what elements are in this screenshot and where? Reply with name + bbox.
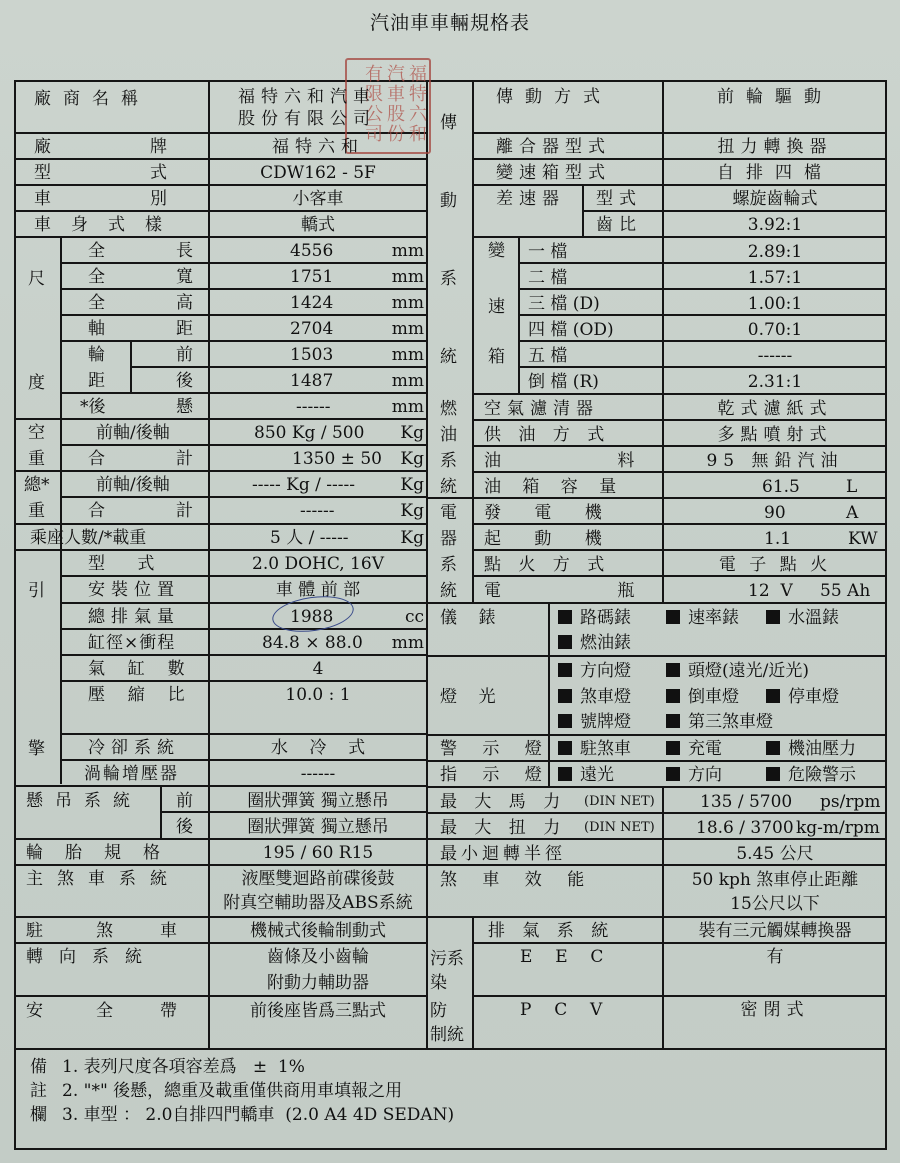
- label-wheelbase-a: 軸: [88, 319, 105, 339]
- label-compression: 壓 縮 比: [88, 685, 189, 705]
- group-electric-3: 系: [440, 555, 457, 575]
- divider: [582, 184, 584, 236]
- unit-max-torque: kg-m/rpm: [796, 818, 880, 838]
- value-manufacturer-line1: 福特六和汽車: [238, 87, 376, 107]
- group-dimensions-bottom: 度: [28, 373, 45, 393]
- group-dimensions-top: 尺: [28, 269, 45, 289]
- divider: [518, 236, 520, 393]
- label-main-brake: 主煞車系統: [26, 869, 181, 889]
- remark-line-2: 2. "*" 後懸，總重及載重僅供商用車填報之用: [62, 1081, 403, 1101]
- light-third-brake: 第三煞車燈: [666, 711, 773, 733]
- divider: [60, 654, 426, 656]
- remarks-label-2: 註: [30, 1081, 47, 1101]
- page-title: 汽油車車輛規格表: [369, 12, 530, 34]
- group-gearbox-2: 速: [488, 297, 505, 317]
- value-braking-line1: 50 kph 煞車停止距離: [691, 870, 859, 890]
- divider: [472, 132, 887, 134]
- light-reverse: 倒車燈: [666, 686, 739, 708]
- group-electric-2: 器: [440, 529, 457, 549]
- group-curb-weight-bottom: 重: [28, 449, 45, 469]
- value-bore-stroke: 84.8 × 88.0: [262, 633, 363, 653]
- divider: [426, 602, 887, 604]
- divider: [14, 184, 426, 186]
- label-tread-bottom: 距: [88, 371, 105, 391]
- label-fuel-type: 油 料: [484, 451, 647, 471]
- light-turn-signal: 方向燈: [558, 660, 631, 682]
- divider: [14, 158, 426, 160]
- value-body-style: 轎式: [301, 215, 335, 235]
- value-curb-total: 1350 ± 50: [292, 449, 382, 469]
- label-diff-type: 型式: [596, 189, 642, 209]
- unit-displacement: cc: [404, 607, 424, 627]
- divider: [426, 760, 887, 762]
- value-alternator: 90: [764, 503, 786, 523]
- label-battery: 電 瓶: [484, 581, 647, 601]
- divider: [14, 785, 426, 787]
- value-wheelbase: 2704: [290, 319, 334, 339]
- label-curb-axle: 前軸/後軸: [96, 423, 170, 443]
- instrument-fuel-gauge: 燃油錶: [558, 632, 631, 654]
- value-compression: 10.0 : 1: [285, 685, 351, 705]
- label-tread-top: 輪: [88, 345, 105, 365]
- label-seat-belt-a: 安: [26, 1001, 43, 1021]
- label-displacement: 總排氣量: [88, 607, 180, 627]
- unit-tread-front: mm: [391, 345, 424, 365]
- value-curb-axle: 850 Kg / 500: [254, 423, 365, 443]
- divider: [14, 942, 426, 944]
- divider: [472, 158, 887, 160]
- group-fuel-4: 統: [440, 477, 457, 497]
- instrument-temperature: 水溫錶: [766, 607, 839, 629]
- label-wheelbase-b: 距: [176, 319, 193, 339]
- unit-curb-total: Kg: [400, 449, 424, 469]
- label-turbo: 渦輪增壓器: [84, 764, 179, 784]
- divider: [14, 916, 887, 918]
- label-tank-capacity: 油 箱 容 量: [484, 477, 625, 497]
- divider: [60, 680, 426, 682]
- unit-seating: Kg: [400, 528, 424, 548]
- group-engine-bottom: 擎: [28, 739, 45, 759]
- divider: [14, 864, 426, 866]
- group-drivetrain-2: 動: [440, 191, 457, 211]
- value-fuel-supply: 多點噴射式: [717, 425, 833, 445]
- light-license-plate: 號牌燈: [558, 711, 631, 733]
- value-gross-total: ------: [300, 501, 335, 521]
- value-main-brake-line2: 附真空輔助器及ABS系統: [223, 893, 413, 913]
- label-cylinders: 氣 缸 數: [88, 659, 189, 679]
- label-suspension-front: 前: [176, 791, 193, 811]
- value-tread-front: 1503: [290, 345, 334, 365]
- value-gear-3: 1.00:1: [747, 294, 803, 314]
- value-gear-4: 0.70:1: [747, 320, 803, 340]
- value-gear-1: 2.89:1: [747, 242, 803, 262]
- value-eec: 有: [766, 947, 784, 967]
- label-tread-front: 前: [176, 345, 193, 365]
- label-clutch: 離合器型式: [496, 137, 611, 157]
- value-brand: 福特六和: [272, 137, 364, 157]
- label-gear-3: 三 檔 (D): [528, 294, 600, 314]
- remarks-label-1: 備: [30, 1057, 47, 1077]
- unit-height: mm: [391, 293, 424, 313]
- value-max-power: 135 / 5700: [700, 792, 793, 812]
- label-exhaust: 排 氣 系 統: [488, 921, 615, 941]
- divider: [582, 210, 887, 212]
- label-lights: 燈 光: [440, 687, 496, 707]
- label-length-a: 全: [88, 241, 105, 261]
- divider: [14, 418, 426, 420]
- label-brand-b: 牌: [150, 137, 167, 157]
- divider: [662, 80, 664, 603]
- value-gear-2: 1.57:1: [747, 268, 803, 288]
- label-engine-location: 安裝位置: [88, 580, 180, 600]
- group-gross-weight-top: 總*: [24, 475, 50, 495]
- divider: [426, 655, 887, 657]
- value-engine-location: 車 體 前 部: [275, 580, 361, 600]
- unit-curb-axle: Kg: [400, 423, 424, 443]
- label-manufacturer: 廠商名稱: [34, 89, 150, 109]
- divider: [14, 838, 426, 840]
- divider: [472, 942, 887, 944]
- remark-line-3: 3. 車型 ： 2.0自排四門轎車 (2.0 A4 4D SEDAN): [62, 1105, 455, 1125]
- light-brake: 煞車燈: [558, 686, 631, 708]
- value-turning-radius: 5.45 公尺: [736, 844, 814, 864]
- label-gear-5: 五 檔: [528, 346, 568, 366]
- label-tires: 輪胎規格: [26, 843, 182, 863]
- label-suspension: 懸吊系統: [26, 791, 142, 811]
- group-drivetrain-4: 統: [440, 347, 457, 367]
- value-manufacturer-line2: 股份有限公司: [238, 109, 376, 129]
- label-parking-brake-c: 車: [160, 921, 177, 941]
- value-length: 4556: [290, 241, 334, 261]
- value-suspension-rear: 圈狀彈簧 獨立懸吊: [247, 817, 389, 837]
- label-diff-ratio: 齒比: [596, 215, 642, 235]
- label-drive-type: 傳動方式: [496, 87, 612, 107]
- label-height-b: 高: [176, 293, 193, 313]
- divider: [60, 392, 426, 394]
- label-fuel-supply: 供 油 方 式: [484, 425, 611, 445]
- table-border-top: [14, 80, 887, 82]
- value-model: CDW162 - 5F: [260, 163, 376, 183]
- unit-battery: 55 Ah: [820, 581, 871, 601]
- group-emission-line4: 制統: [430, 1025, 464, 1045]
- divider: [60, 262, 426, 264]
- divider: [14, 549, 426, 551]
- value-tank-capacity: 61.5: [762, 477, 800, 497]
- group-emission-line2: 染: [430, 973, 447, 993]
- indicator-hazard: 危險警示: [766, 764, 856, 786]
- label-width-a: 全: [88, 267, 105, 287]
- value-seat-belt: 前後座皆爲三點式: [250, 1001, 386, 1021]
- label-indicator-lights: 指 示 燈: [440, 765, 552, 785]
- label-engine-type: 型 式: [88, 554, 155, 574]
- label-curb-total-b: 計: [176, 449, 193, 469]
- value-height: 1424: [290, 293, 334, 313]
- label-ignition: 點 火 方 式: [484, 555, 611, 575]
- label-tread-rear: 後: [176, 371, 193, 391]
- divider: [14, 470, 426, 472]
- value-ignition: 電 子 點 火: [718, 555, 832, 575]
- unit-starter: KW: [848, 529, 878, 549]
- indicator-turn: 方向: [666, 764, 722, 786]
- group-fuel-3: 系: [440, 451, 457, 471]
- label-gearbox: 變速箱型式: [496, 163, 611, 183]
- value-engine-type: 2.0 DOHC, 16V: [252, 554, 384, 574]
- unit-tank-capacity: L: [846, 477, 858, 497]
- value-parking-brake: 機械式後輪制動式: [250, 921, 386, 941]
- value-clutch: 扭力轉換器: [717, 137, 833, 157]
- divider: [14, 995, 426, 997]
- unit-rear-overhang: mm: [391, 397, 424, 417]
- label-model-b: 式: [150, 163, 167, 183]
- divider: [472, 80, 474, 603]
- label-bore-stroke: 缸徑×衝程: [88, 633, 176, 653]
- value-battery: 12 V: [748, 581, 793, 601]
- label-curb-total-a: 合: [88, 449, 105, 469]
- label-width-b: 寬: [176, 267, 193, 287]
- label-differential: 差速器: [496, 189, 565, 209]
- group-fuel-1: 燃: [440, 399, 457, 419]
- label-cooling: 冷卻系統: [88, 738, 180, 758]
- divider: [14, 236, 426, 238]
- label-air-filter: 空氣濾清器: [484, 399, 599, 419]
- label-max-torque: 最 大 扭 力: [440, 818, 567, 838]
- value-rear-overhang: ------: [296, 397, 331, 417]
- group-drivetrain-3: 系: [440, 269, 457, 289]
- label-steering: 轉向系統: [26, 947, 158, 967]
- label-instruments: 儀 錶: [440, 608, 496, 628]
- indicator-high-beam: 遠光: [558, 764, 614, 786]
- group-fuel-2: 油: [440, 425, 457, 445]
- label-rear-overhang-b: 懸: [176, 397, 193, 417]
- value-drive-type: 前輪驅動: [717, 87, 833, 107]
- label-warning-lights: 警 示 燈: [440, 739, 552, 759]
- group-drivetrain-1: 傳: [440, 113, 457, 133]
- label-alternator: 發 電 機: [484, 503, 616, 523]
- unit-wheelbase: mm: [391, 319, 424, 339]
- group-gearbox-3: 箱: [488, 347, 505, 367]
- label-model-a: 型: [34, 163, 51, 183]
- label-suspension-rear: 後: [176, 817, 193, 837]
- value-tread-rear: 1487: [290, 371, 334, 391]
- label-brand-a: 廠: [34, 137, 51, 157]
- label-seat-belt-c: 帶: [160, 1001, 177, 1021]
- note-max-torque: (DIN NET): [584, 820, 655, 835]
- group-curb-weight-top: 空: [28, 423, 45, 443]
- table-border-left: [14, 80, 16, 1150]
- label-height-a: 全: [88, 293, 105, 313]
- unit-width: mm: [391, 267, 424, 287]
- label-category-b: 別: [150, 189, 167, 209]
- label-rear-overhang-a: *後: [80, 397, 106, 417]
- table-border-bottom: [14, 1148, 887, 1150]
- label-braking: 煞 車 效 能: [440, 870, 595, 890]
- value-gross-axle: ----- Kg / -----: [252, 475, 355, 495]
- label-gear-4: 四 檔 (OD): [528, 320, 614, 340]
- label-gear-reverse: 倒 檔 (R): [528, 372, 599, 392]
- value-gear-reverse: 2.31:1: [747, 372, 803, 392]
- value-width: 1751: [290, 267, 334, 287]
- divider: [60, 733, 426, 735]
- warning-charging: 充電: [666, 738, 722, 760]
- value-seating: 5 人 / -----: [270, 528, 349, 548]
- value-steering-line1: 齒條及小齒輪: [267, 947, 369, 967]
- divider: [472, 995, 887, 997]
- group-gross-weight-bottom: 重: [28, 501, 45, 521]
- divider: [60, 444, 426, 446]
- label-parking-brake-b: 煞: [96, 921, 113, 941]
- value-main-brake-line1: 液壓雙迴路前碟後鼓: [241, 869, 395, 889]
- value-max-torque: 18.6 / 3700: [696, 818, 794, 838]
- value-exhaust: 裝有三元觸媒轉換器: [698, 921, 852, 941]
- group-electric-1: 電: [440, 503, 457, 523]
- unit-gross-axle: Kg: [400, 475, 424, 495]
- divider: [60, 496, 426, 498]
- value-cooling: 水 冷 式: [270, 738, 366, 758]
- divider: [160, 785, 162, 838]
- divider: [14, 210, 426, 212]
- divider: [60, 575, 426, 577]
- group-electric-4: 統: [440, 581, 457, 601]
- label-parking-brake-a: 駐: [26, 921, 43, 941]
- value-tires: 195 / 60 R15: [262, 843, 374, 863]
- divider: [14, 1048, 887, 1050]
- group-emission-line3: 防: [430, 1001, 447, 1021]
- unit-bore-stroke: mm: [391, 633, 424, 653]
- note-max-power: (DIN NET): [584, 794, 655, 809]
- value-cylinders: 4: [312, 659, 324, 679]
- label-length-b: 長: [176, 241, 193, 261]
- divider: [426, 786, 887, 788]
- divider: [130, 366, 426, 368]
- label-seat-belt-b: 全: [96, 1001, 113, 1021]
- divider: [130, 340, 132, 392]
- label-pcv: P C V: [520, 1000, 607, 1020]
- label-starter: 起 動 機: [484, 529, 616, 549]
- warning-parking-brake: 駐煞車: [558, 738, 631, 760]
- value-gear-5: ------: [757, 346, 793, 366]
- label-turning-radius: 最小迴轉半徑: [440, 844, 566, 864]
- divider: [472, 184, 887, 186]
- value-gearbox: 自排四檔: [717, 163, 833, 183]
- warning-oil-pressure: 機油壓力: [766, 738, 856, 760]
- group-engine-top: 引: [28, 581, 45, 601]
- value-braking-line2: 15公尺以下: [730, 894, 820, 914]
- instrument-odometer: 路碼錶: [558, 607, 631, 629]
- divider: [472, 236, 887, 238]
- divider: [60, 628, 426, 630]
- divider: [472, 916, 474, 1048]
- label-gear-2: 二 檔: [528, 268, 568, 288]
- divider: [426, 80, 428, 1048]
- divider: [14, 523, 426, 525]
- label-body-style: 車身式樣: [34, 215, 182, 235]
- label-gross-total-a: 合: [88, 501, 105, 521]
- unit-length: mm: [391, 241, 424, 261]
- label-gear-1: 一 檔: [528, 242, 568, 262]
- light-headlamp: 頭燈(遠光/近光): [666, 660, 809, 682]
- label-category-a: 車: [34, 189, 51, 209]
- value-air-filter: 乾式濾紙式: [717, 399, 833, 419]
- value-diff-ratio: 3.92:1: [747, 215, 803, 235]
- label-seating: 乘座人數/*載重: [30, 528, 147, 548]
- divider: [60, 236, 62, 784]
- label-max-power: 最 大 馬 力: [440, 792, 567, 812]
- remarks-label-3: 欄: [30, 1105, 47, 1125]
- label-gross-axle: 前軸/後軸: [96, 475, 170, 495]
- value-pcv: 密閉式: [740, 1000, 810, 1020]
- unit-gross-total: Kg: [400, 501, 424, 521]
- divider: [60, 314, 426, 316]
- value-category: 小客車: [292, 189, 344, 209]
- company-seal-stamp: 福特六和汽車股份有限公司: [345, 58, 431, 154]
- value-diff-type: 螺旋齒輪式: [732, 189, 818, 209]
- value-fuel-type: 95 無鉛汽油: [706, 451, 844, 471]
- group-gearbox-1: 變: [488, 241, 505, 261]
- divider: [472, 393, 887, 395]
- value-turbo: ------: [300, 764, 336, 784]
- divider: [60, 340, 426, 342]
- group-emission-line1: 污系: [430, 949, 464, 969]
- label-eec: E E C: [520, 947, 608, 967]
- value-steering-line2: 附動力輔助器: [267, 973, 369, 993]
- unit-tread-rear: mm: [391, 371, 424, 391]
- divider: [426, 734, 887, 736]
- light-parking: 停車燈: [766, 686, 839, 708]
- value-displacement: 1988: [290, 607, 334, 627]
- unit-max-power: ps/rpm: [820, 792, 881, 812]
- divider: [60, 759, 426, 761]
- label-gross-total-b: 計: [176, 501, 193, 521]
- divider: [60, 288, 426, 290]
- instrument-speedometer: 速率錶: [666, 607, 739, 629]
- divider: [60, 602, 426, 604]
- remark-line-1: 1. 表列尺度各項容差爲 ± 1%: [62, 1057, 305, 1077]
- unit-alternator: A: [846, 503, 859, 523]
- value-suspension-front: 圈狀彈簧 獨立懸吊: [247, 791, 389, 811]
- value-starter: 1.1: [764, 529, 792, 549]
